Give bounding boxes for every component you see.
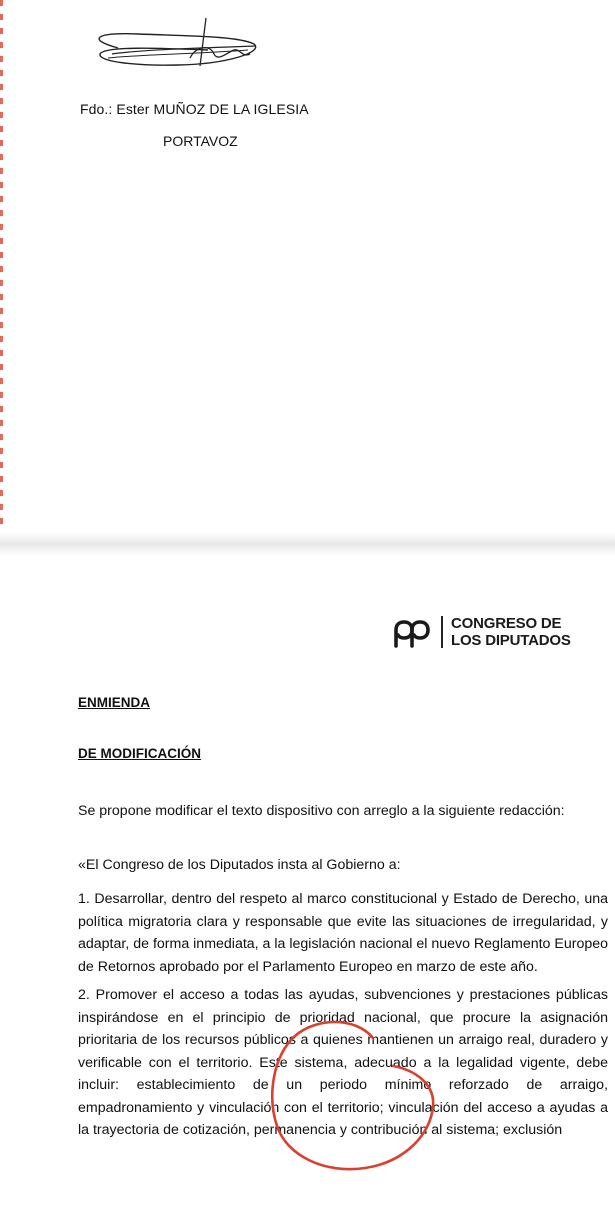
logo-line-2: LOS DIPUTADOS [451, 632, 571, 649]
handwritten-signature [78, 10, 278, 80]
point-2-paragraph: 2. Promover el acceso a todas las ayudas, subvenciones y prestaciones públicas inspirándose en el principio de prioridad nacional, que procure la asignación prioritaria de los recursos públicos a quienes mantienen un arraigo real, duradero y verificable con el territorio. Este sistema, adecuado a la legalidad vigente, debe incluir: establecimiento de un periodo mínimo reforzado de arraigo, empadronamiento y vinculación con el territorio; vinculación del acceso a ayudas a la trayectoria de cotización, permanencia y contribución al sistema; exclusión [78, 987, 608, 1138]
signoff-title: PORTAVOZ [163, 133, 238, 149]
point-1-paragraph: 1. Desarrollar, dentro del respeto al marco constitucional y Estado de Derecho, una política migratoria clara y responsable que evite las situaciones de irregularidad, y adaptar, de forma inmediata, a la legislación nacional el nuevo Reglamento Europeo de Retornos aprobado por el Parlamento Europeo en marzo de este año. [78, 891, 609, 975]
document-page-previous [0, 0, 615, 532]
header-logo [392, 612, 592, 652]
page-break [0, 532, 615, 556]
intro-paragraph: Se propone modificar el texto dispositivo con arreglo a la siguiente redacción: [78, 803, 565, 819]
red-pen-circle-annotation [255, 1006, 455, 1206]
document-page [0, 556, 615, 1200]
lead-paragraph: «El Congreso de los Diputados insta al Gobierno a: [78, 857, 401, 873]
logo-separator [441, 616, 443, 648]
heading-modificacion: DE MODIFICACIÓN [78, 746, 201, 761]
pp-logo-icon [392, 618, 432, 648]
heading-enmienda: ENMIENDA [78, 695, 151, 710]
logo-line-1: CONGRESO DE [451, 615, 562, 632]
margin-dash-line [0, 0, 3, 532]
logo-text [451, 615, 571, 649]
signoff-name: Fdo.: Ester MUÑOZ DE LA IGLESIA [80, 101, 309, 117]
